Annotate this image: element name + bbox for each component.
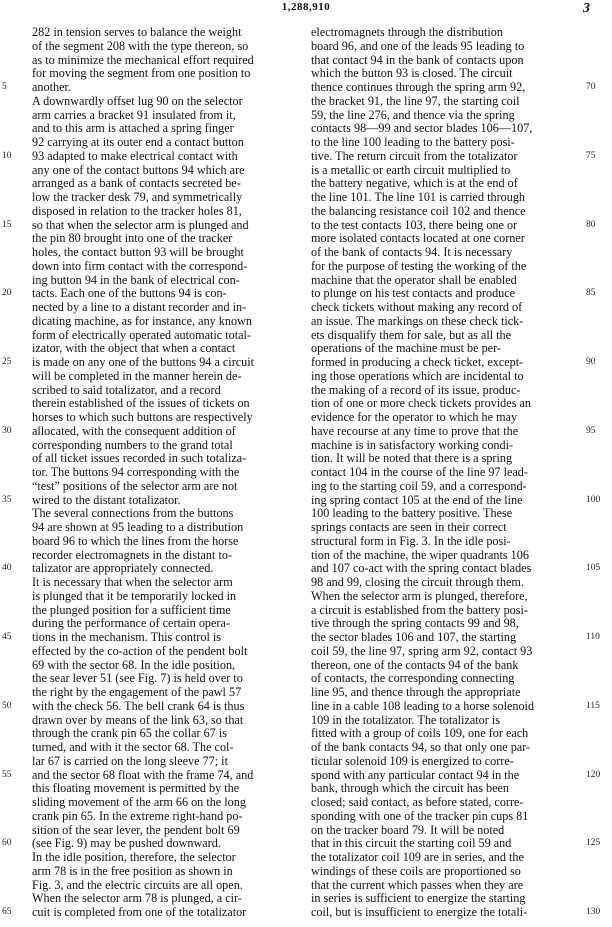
text-line: the sector blades 106 and 107, the starting [311,630,517,644]
text-line: that contact 94 in the bank of contacts upon [311,52,524,67]
text-line: wired to the distant totalizator. [32,492,181,507]
text-line: through the crank pin 65 the collar 67 is [32,726,227,741]
text-line: When the selector arm is plunged, therefore, [311,588,528,603]
text-line: arm carries a bracket 91 insulated from it, [32,107,236,122]
line-number-left: 35 [2,494,12,505]
text-line: another. [32,80,71,94]
text-line: operations of the machine must be per- [311,341,501,356]
text-line: recorder electromagnets in the distant to- [32,547,232,562]
text-line: line in a cable 108 leading to a horse solenoid [311,698,535,713]
text-line: of contacts, the corresponding connecting [311,671,515,686]
text-line: 59, the line 276, and thence via the spring [311,107,515,122]
text-line: and the sector 68 float with the frame 74, and [32,767,254,782]
text-line: board 96 to which the lines from the horse [32,533,239,548]
text-line: board 96, and one of the leads 95 leading to [311,38,525,53]
text-line: an issue. The markings on these check tick- [311,313,524,328]
text-line: ing to the starting coil 59, and a correspond- [311,478,527,493]
text-line: machine is in satisfactory working condi- [311,437,514,452]
text-line: is a metallic or earth circuit multiplied to [311,162,511,177]
text-line: A downwardly offset lug 90 on the selector [32,93,243,108]
text-line: arm 78 is in the free position as shown in [32,863,233,878]
text-line: closed; said contact, as before stated, corre- [311,795,524,809]
text-line: bank, through which the circuit has been [311,781,509,796]
line-number-right: 100 [586,494,601,505]
line-number-left: 60 [2,838,12,849]
text-line: contact 104 in the course of the line 97 lead- [311,465,528,479]
text-line: holes, the contact button 93 will be brought [32,245,244,259]
line-number-right: 90 [586,357,596,367]
text-line: to the test contacts 103, there being one or [311,217,518,232]
text-line: form of electrically operated automatic total- [32,327,251,342]
text-line: springs contacts are seen in their correct [311,520,507,534]
text-line: sponding with one of the tracker pin cups 81 [311,808,529,823]
text-line: izator, with the object that when a contact [32,341,236,356]
text-line: this floating movement is permitted by the [32,781,240,796]
text-line: more isolated contacts located at one corner [311,231,525,246]
text-line: windings of these coils are proportioned so [311,863,521,878]
text-line: thereon, one of the contacts 94 of the bank [311,657,519,672]
text-line: Fig. 3, and the electric circuits are all open. [32,877,243,892]
line-number-right: 70 [586,82,596,92]
text-line: When the selector arm 78 is plunged, a cir- [32,891,242,906]
text-line: cuit is completed from one of the totalizator [32,905,247,919]
text-line: “test” positions of the selector arm are not [32,478,238,493]
text-line: as to minimize the mechanical effort required [32,52,254,67]
text-line: of all ticket issues recorded in such totaliza- [32,451,247,466]
text-line: have recourse at any time to prove that the [311,423,519,438]
text-line: tions in the mechanism. This control is [32,630,222,644]
line-number-left: 15 [2,219,12,230]
text-line: In the idle position, therefore, the selector [32,850,236,864]
text-line: tive through the spring contacts 99 and 98, [311,616,519,631]
text-line: ing spring contact 105 at the end of the line [311,492,523,507]
text-line: tion of the machine, the wiper quadrants 106 [311,547,529,562]
text-line: on the tracker board 79. It will be noted [311,822,505,837]
text-line: for the purpose of testing the working of the [311,258,527,273]
text-line: evidence for the operator to which he may [311,410,518,424]
text-line: the making of a record of its issue, produc- [311,382,521,397]
line-number-right: 115 [586,700,600,711]
text-line: 94 are shown at 95 leading to a distribution [32,520,244,534]
line-number-left: 25 [2,357,12,367]
text-line: the bracket 91, the line 97, the starting coil [311,93,520,108]
text-line: machine that the operator shall be enabled [311,272,517,287]
line-number-left: 40 [2,563,12,574]
text-line: any one of the contact buttons 94 which are [32,162,245,177]
text-line: tor. The buttons 94 corresponding with the [32,465,240,479]
text-line: tion of one or more check tickets provides an [311,396,531,411]
text-line: and 107 co-act with the spring contact blades [311,561,532,576]
patent-number: 1,288,910 [281,1,331,13]
text-line: ing button 94 in the bank of electrical con- [32,272,240,287]
text-line: ticular solenoid 109 is energized to corre- [311,753,514,768]
text-line: and to this arm is attached a spring finger [32,121,234,136]
text-line: is plunged that it be temporarily locked in [32,588,237,603]
text-line: that the current which passes when they are [311,877,524,892]
text-line: during the performance of certain opera- [32,616,230,631]
text-line: 93 adapted to make electrical contact with [32,148,238,163]
line-number-right: 105 [586,563,601,574]
text-line: down into firm contact with the correspond- [32,258,248,273]
line-number-left: 30 [2,425,12,436]
text-line: check tickets without making any record of [311,300,523,314]
text-line: the right by the engagement of the pawl 57 [32,685,242,699]
text-line: tacts. Each one of the buttons 94 is con- [32,286,227,301]
text-line: horses to which such buttons are respectively [32,410,253,424]
text-line: in series is sufficient to energize the starting [311,891,526,906]
line-number-right: 110 [586,632,600,642]
text-line: so that when the selector arm is plunged and [32,217,249,232]
text-line: to the line 100 leading to the battery posi- [311,135,515,149]
text-line: therein established of the issues of tickets on [32,396,250,411]
text-line: 282 in tension serves to balance the weight [32,25,242,39]
line-number-left: 50 [2,700,12,711]
text-line: arranged as a bank of contacts secreted be- [32,176,241,191]
text-line: thence continues through the spring arm 92, [311,80,526,94]
text-line: the line 101. The line 101 is carried through [311,190,526,204]
text-line: low the tracker desk 79, and symmetrically [32,190,243,204]
text-line: effected by the co-action of the pendent bolt [32,643,248,658]
text-line: a circuit is established from the battery posi- [311,602,528,617]
line-number-right: 130 [586,907,601,917]
text-line: ing those operations which are incidental to [311,368,524,383]
text-line: the sear lever 51 (see Fig. 7) is held over to [32,671,243,686]
text-line: tive. The return circuit from the totalizator [311,148,518,163]
text-line: 69 with the sector 68. In the idle position, [32,657,236,672]
text-line: for moving the segment from one position to [32,66,251,81]
text-line: with the check 56. The bell crank 64 is thus [32,698,245,713]
line-number-right: 95 [586,425,596,436]
text-line: 98 and 99, closing the circuit through them. [311,575,524,589]
text-line: of the bank contacts 94, so that only one par- [311,740,531,754]
text-line: spond with any particular contact 94 in the [311,767,520,782]
text-line: structural form in Fig. 3. In the idle posi- [311,533,511,548]
text-line: The several connections from the buttons [32,506,234,521]
text-line: line 95, and thence through the appropriate [311,685,521,699]
text-line: of the bank of contacts 94. It is necessary [311,245,513,259]
text-line: corresponding numbers to the grand total [32,437,233,452]
line-number-left: 65 [2,907,12,917]
text-line: fitted with a group of coils 109, one for each [311,726,529,741]
line-number-left: 10 [2,150,12,161]
text-line: (see Fig. 9) may be pushed downward. [32,836,221,851]
text-line: talizator are appropriately connected. [32,561,214,576]
page-header [0,0,612,22]
line-number-left: 20 [2,288,12,299]
text-line: allocated, with the consequent addition of [32,423,236,438]
text-line: dicating machine, as for instance, any known [32,313,252,328]
text-line: contacts 98—99 and sector blades 106—107, [311,121,533,136]
line-number-right: 80 [586,219,596,230]
text-line: tion. It will be noted that there is a spring [311,451,513,466]
text-line: crank pin 65. In the extreme right-hand po- [32,808,243,823]
page-number: 3 [583,1,590,16]
text-line: disposed in relation to the tracker holes 81, [32,203,242,218]
text-line: will be completed in the manner herein de- [32,368,242,383]
line-number-right: 125 [586,838,601,849]
text-line: coil 59, the line 97, spring arm 92, contact 93 [311,643,533,658]
text-line: turned, and with it the sector 68. The col- [32,740,234,754]
text-line: 109 in the totalizator. The totalizator is [311,712,500,727]
text-line: scribed to said totalizator, and a record [32,382,221,397]
text-line: coil, but is insufficient to energize the totali- [311,905,528,919]
text-line: is made on any one of the buttons 94 a circuit [32,355,255,369]
text-line: It is necessary that when the selector arm [32,575,233,589]
text-line: electromagnets through the distribution [311,25,503,39]
text-line: ets disqualify them for sale, but as all the [311,327,512,342]
line-number-left: 45 [2,632,12,642]
text-line: which the button 93 is closed. The circuit [311,66,513,81]
text-line: to plunge on his test contacts and produce [311,286,516,301]
line-number-left: 55 [2,769,12,780]
text-line: 92 carrying at its outer end a contact button [32,135,244,149]
text-line: the battery negative, which is at the end of [311,176,518,191]
text-line: lar 67 is carried on the long sleeve 77; it [32,753,228,768]
line-number-left: 5 [2,82,7,92]
text-line: sition of the sear lever, the pendent bolt 69 [32,822,240,837]
line-number-right: 85 [586,288,596,299]
text-line: that in this circuit the starting coil 59 and [311,836,512,851]
text-line: of the segment 208 with the type thereon, so [32,38,249,53]
text-line: sliding movement of the arm 66 on the long [32,795,246,809]
text-line: the totalizator coil 109 are in series, and the [311,850,524,864]
text-line: the balancing resistance coil 102 and thence [311,203,526,218]
text-line: the pin 80 brought into one of the tracker [32,231,233,246]
text-line: drawn over by means of the link 63, so that [32,712,244,727]
text-line: nected by a line to a distant recorder and in- [32,300,247,314]
line-number-right: 75 [586,150,596,161]
text-line: 100 leading to the battery positive. These [311,506,513,521]
line-number-right: 120 [586,769,601,780]
text-line: formed in producing a check ticket, except- [311,355,524,369]
text-line: the plunged position for a sufficient time [32,602,231,617]
